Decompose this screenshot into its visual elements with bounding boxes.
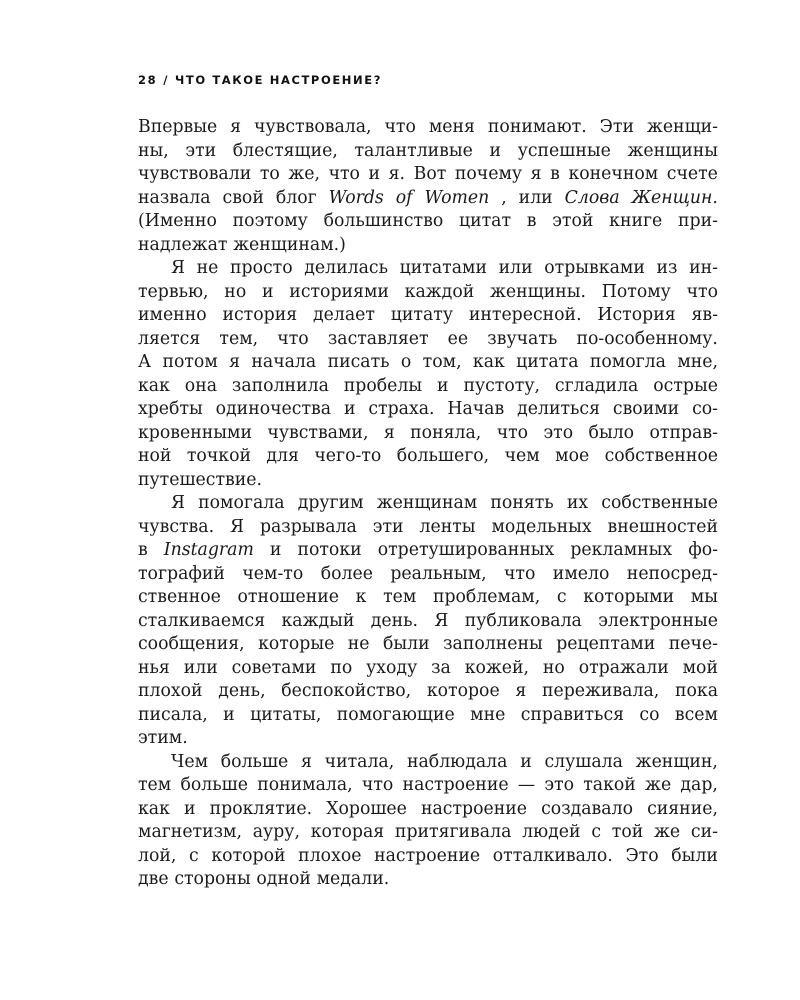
word: потом bbox=[162, 352, 218, 372]
running-head bbox=[138, 73, 382, 87]
word: в bbox=[550, 164, 560, 184]
word: ной bbox=[138, 446, 172, 466]
word: чувства. bbox=[138, 516, 215, 537]
text-line bbox=[138, 163, 718, 187]
body-text bbox=[138, 116, 718, 892]
word: женщин, bbox=[635, 751, 718, 772]
word: помогала bbox=[198, 493, 285, 513]
word: о bbox=[400, 352, 412, 372]
word: цитаты, bbox=[250, 704, 322, 725]
word: заполнила bbox=[231, 375, 329, 396]
word: и bbox=[184, 798, 196, 819]
chapter-title: ЧТО ТАКОЕ НАСТРОЕНИЕ? bbox=[175, 73, 382, 87]
word: внешностей bbox=[607, 516, 718, 537]
word: пустоту, bbox=[463, 375, 540, 396]
text-line bbox=[138, 375, 718, 399]
word: она bbox=[184, 375, 218, 396]
word: (Именно bbox=[138, 211, 217, 231]
word: их bbox=[566, 493, 589, 513]
text-line bbox=[138, 328, 718, 352]
word: си- bbox=[690, 822, 718, 842]
text-line bbox=[138, 210, 718, 234]
word: отношение bbox=[237, 587, 339, 607]
word: и bbox=[368, 164, 381, 184]
word: А bbox=[138, 352, 152, 372]
word: женщины bbox=[627, 140, 718, 161]
text-line bbox=[138, 539, 718, 563]
word: счете bbox=[666, 164, 718, 184]
word: чувствами, bbox=[267, 422, 369, 443]
word: по-особенному. bbox=[576, 328, 718, 349]
word: беспокойство, bbox=[281, 681, 412, 701]
word: просто bbox=[230, 258, 293, 278]
word: цитату bbox=[390, 305, 453, 325]
word: эти bbox=[372, 516, 404, 537]
word: другим bbox=[297, 493, 364, 513]
text-line bbox=[138, 257, 718, 281]
word: я. bbox=[388, 164, 406, 184]
word: одной bbox=[256, 869, 311, 889]
word: писала, bbox=[138, 704, 208, 725]
word: как bbox=[472, 352, 505, 372]
word: история bbox=[222, 305, 298, 325]
word: что bbox=[277, 328, 309, 349]
word: успешные bbox=[517, 140, 611, 161]
word: наблюдала bbox=[406, 751, 508, 772]
word: интересной. bbox=[468, 305, 582, 325]
word: тографий bbox=[138, 563, 225, 584]
text-line bbox=[138, 445, 718, 469]
word: я bbox=[301, 751, 312, 772]
word: Я bbox=[434, 610, 449, 631]
word: как bbox=[138, 375, 170, 396]
word: что bbox=[361, 775, 394, 795]
word: своими bbox=[612, 399, 680, 419]
word: , bbox=[501, 187, 507, 208]
word: книге bbox=[609, 211, 663, 231]
word: нья bbox=[138, 657, 170, 678]
text-line bbox=[138, 116, 718, 140]
word: мы bbox=[690, 587, 718, 607]
word: всем bbox=[674, 704, 718, 725]
word: надлежат bbox=[138, 234, 228, 255]
word: меня bbox=[428, 117, 475, 137]
text-line bbox=[138, 234, 718, 258]
text-line bbox=[138, 187, 718, 211]
word: кровенными bbox=[138, 422, 252, 443]
word: точкой bbox=[186, 446, 251, 466]
word: сообщения, bbox=[138, 634, 245, 654]
word: которые bbox=[258, 634, 335, 654]
text-line bbox=[138, 633, 718, 657]
word: звучать bbox=[487, 328, 558, 349]
word: что bbox=[686, 281, 718, 302]
word: каждой bbox=[404, 281, 475, 302]
word: Впервые bbox=[138, 117, 218, 137]
word: ны, bbox=[138, 140, 169, 161]
word: делиться bbox=[517, 399, 601, 419]
word: советами bbox=[231, 657, 317, 678]
word: лой, bbox=[138, 845, 177, 866]
word: помогла bbox=[589, 352, 666, 372]
word: плохой bbox=[138, 681, 203, 701]
word: Я bbox=[171, 258, 185, 278]
word: я bbox=[229, 352, 241, 372]
word: эти bbox=[185, 140, 217, 161]
word: Эти bbox=[599, 117, 634, 137]
word: что bbox=[496, 422, 529, 443]
word: рекламных bbox=[570, 540, 673, 560]
word: переживала, bbox=[542, 681, 660, 701]
word: блестящие, bbox=[232, 140, 338, 161]
word: том, bbox=[422, 352, 462, 372]
word: понимают. bbox=[487, 117, 587, 137]
word: притягивала bbox=[394, 822, 512, 842]
text-line bbox=[138, 586, 718, 610]
italic-word: of bbox=[395, 187, 413, 208]
word: день, bbox=[218, 681, 266, 701]
word: но bbox=[542, 657, 565, 678]
word: блог bbox=[275, 187, 317, 208]
word: сияние, bbox=[647, 798, 718, 819]
word: медали. bbox=[316, 869, 390, 889]
word: женщинам.) bbox=[233, 234, 346, 255]
word: и bbox=[223, 704, 235, 725]
word: отрывками bbox=[544, 258, 645, 278]
word: настроение bbox=[402, 775, 509, 795]
text-line bbox=[138, 798, 718, 822]
word: тем, bbox=[219, 328, 259, 349]
text-line bbox=[138, 304, 718, 328]
word: поэтому bbox=[232, 211, 308, 231]
text-line bbox=[138, 774, 718, 798]
word: Это bbox=[625, 845, 659, 866]
word: ляется bbox=[138, 328, 201, 349]
text-line bbox=[138, 610, 718, 634]
word: острые bbox=[653, 375, 718, 396]
word: чем-то bbox=[242, 563, 304, 584]
word: что bbox=[328, 164, 360, 184]
word: не bbox=[347, 634, 370, 654]
word: отретушированных bbox=[377, 540, 555, 560]
word: мой bbox=[682, 657, 718, 678]
word: плохое bbox=[298, 845, 362, 866]
word: большего, bbox=[396, 446, 490, 466]
word: за bbox=[431, 657, 451, 678]
italic-word: Words bbox=[328, 187, 384, 208]
word: при- bbox=[678, 211, 718, 231]
text-line bbox=[138, 657, 718, 681]
word: читала, bbox=[324, 751, 395, 772]
word: талантливые bbox=[354, 140, 473, 161]
word: История bbox=[597, 305, 676, 325]
text-line bbox=[138, 680, 718, 704]
word: я bbox=[383, 422, 395, 443]
word: было bbox=[588, 422, 635, 443]
word: настроение bbox=[374, 845, 481, 866]
word: непосред- bbox=[626, 563, 718, 584]
italic-word: Женщин. bbox=[631, 187, 718, 208]
word: женщинам bbox=[376, 493, 478, 513]
word: в bbox=[138, 540, 148, 560]
word: я bbox=[530, 164, 542, 184]
word: со bbox=[639, 704, 660, 725]
word: сталкиваемся bbox=[138, 610, 266, 631]
word: фо- bbox=[688, 540, 718, 560]
word: с bbox=[591, 822, 602, 842]
word: пече- bbox=[668, 634, 718, 654]
text-line bbox=[138, 727, 718, 751]
word: модельных bbox=[491, 516, 592, 537]
word: и bbox=[489, 140, 502, 161]
text-line bbox=[138, 704, 718, 728]
word: назвала bbox=[138, 187, 211, 208]
word: сгладила bbox=[554, 375, 639, 396]
word: или bbox=[518, 187, 553, 208]
word: в bbox=[526, 211, 537, 231]
word: и bbox=[520, 751, 532, 772]
word: цитат bbox=[458, 211, 512, 231]
word: слушала bbox=[544, 751, 623, 772]
word: имело bbox=[552, 563, 610, 584]
word: ин- bbox=[689, 258, 718, 278]
word: чувствовала, bbox=[254, 117, 372, 137]
word: две bbox=[138, 869, 169, 889]
word: с bbox=[556, 587, 567, 607]
word: проклятие. bbox=[209, 798, 313, 819]
word: день. bbox=[370, 610, 419, 631]
word: со- bbox=[692, 399, 718, 419]
word: мое bbox=[555, 446, 590, 466]
word: цитата bbox=[516, 352, 579, 372]
word: это bbox=[543, 422, 574, 443]
word: создавало bbox=[541, 798, 633, 819]
text-line bbox=[138, 563, 718, 587]
word: страха. bbox=[368, 399, 435, 419]
text-line bbox=[138, 492, 718, 516]
word: собственные bbox=[601, 493, 718, 513]
word: которой bbox=[211, 845, 286, 866]
word: делилась bbox=[304, 258, 389, 278]
word: понять bbox=[490, 493, 554, 513]
word: то bbox=[259, 164, 280, 184]
word: чем bbox=[504, 446, 540, 466]
word: этой bbox=[552, 211, 594, 231]
word: пока bbox=[674, 681, 718, 701]
word: женщины. bbox=[490, 281, 587, 302]
word: больше bbox=[180, 775, 248, 795]
word: Хорошее bbox=[326, 798, 407, 819]
word: чувствовали bbox=[138, 164, 252, 184]
word: той bbox=[611, 822, 644, 842]
text-line bbox=[138, 516, 718, 540]
word: для bbox=[266, 446, 299, 466]
word: из bbox=[656, 258, 678, 278]
word: я bbox=[230, 117, 242, 137]
word: Начав bbox=[447, 399, 505, 419]
word: людей bbox=[522, 822, 581, 842]
word: мне bbox=[470, 704, 506, 725]
word: — bbox=[517, 775, 536, 795]
word: стороны bbox=[174, 869, 251, 889]
italic-word: Instagram bbox=[163, 540, 254, 560]
word: что bbox=[503, 563, 536, 584]
word: каждый bbox=[281, 610, 355, 631]
word: и bbox=[269, 540, 282, 560]
text-line bbox=[138, 845, 718, 869]
word: которая bbox=[310, 822, 385, 842]
word: Чем bbox=[171, 751, 209, 772]
word: отталкивало. bbox=[492, 845, 613, 866]
word: заполнены bbox=[443, 634, 543, 654]
text-line bbox=[138, 398, 718, 422]
word: заставляет bbox=[327, 328, 429, 349]
text-line bbox=[138, 821, 718, 845]
word: такой bbox=[583, 775, 636, 795]
word: путешествие. bbox=[138, 469, 262, 490]
word: одиночества bbox=[215, 399, 332, 419]
word: не bbox=[196, 258, 219, 278]
word: больше bbox=[220, 751, 289, 772]
word: которыми bbox=[583, 587, 675, 607]
word: разрывала bbox=[259, 516, 357, 537]
word: же, bbox=[288, 164, 320, 184]
word: были bbox=[671, 845, 718, 866]
word: тем bbox=[383, 587, 417, 607]
word: собственное bbox=[604, 446, 718, 466]
word: реальным, bbox=[390, 563, 487, 584]
word: тервью, bbox=[138, 281, 209, 302]
word: же bbox=[645, 775, 672, 795]
word: уходу bbox=[366, 657, 418, 678]
word: настроение bbox=[420, 798, 528, 819]
word: яв- bbox=[691, 305, 718, 325]
word: проблемам, bbox=[432, 587, 541, 607]
word: более bbox=[320, 563, 373, 584]
word: хребты bbox=[138, 399, 203, 419]
word: справиться bbox=[520, 704, 625, 725]
text-line bbox=[138, 868, 718, 892]
word: дар, bbox=[680, 775, 718, 795]
word: были bbox=[383, 634, 430, 654]
word: и bbox=[343, 399, 356, 419]
word: Потому bbox=[601, 281, 671, 302]
word: или bbox=[498, 258, 533, 278]
page-number: 28 bbox=[138, 73, 158, 87]
word: пробелы bbox=[343, 375, 423, 396]
word: которое bbox=[426, 681, 500, 701]
word: отправ- bbox=[649, 422, 718, 443]
word: но bbox=[224, 281, 247, 302]
word: кожей, bbox=[464, 657, 530, 678]
text-line bbox=[138, 469, 718, 493]
word: делает bbox=[312, 305, 375, 325]
word: тем bbox=[138, 775, 172, 795]
text-line bbox=[138, 140, 718, 164]
word: большинство bbox=[323, 211, 444, 231]
word: по bbox=[330, 657, 353, 678]
italic-word: Слова bbox=[564, 187, 620, 208]
word: или bbox=[183, 657, 218, 678]
word: что bbox=[384, 117, 416, 137]
word: поняла, bbox=[410, 422, 482, 443]
text-line bbox=[138, 351, 718, 375]
word: публиковала bbox=[464, 610, 582, 631]
word: и bbox=[437, 375, 449, 396]
word: это bbox=[544, 775, 574, 795]
word: цитатами bbox=[399, 258, 487, 278]
word: помогающие bbox=[336, 704, 455, 725]
word: рецептами bbox=[556, 634, 656, 654]
word: Я bbox=[230, 516, 244, 537]
word: женщи- bbox=[646, 117, 718, 137]
text-line bbox=[138, 751, 718, 775]
word: магнетизм, bbox=[138, 822, 242, 842]
text-line bbox=[138, 281, 718, 305]
word: свой bbox=[222, 187, 264, 208]
word: как bbox=[138, 798, 170, 819]
word: потоки bbox=[297, 540, 362, 560]
word: Я bbox=[171, 493, 185, 513]
word: этим. bbox=[138, 728, 188, 748]
word: к bbox=[355, 587, 367, 607]
word: ственное bbox=[138, 587, 221, 607]
word: понимала, bbox=[257, 775, 353, 795]
word: чего-то bbox=[314, 446, 382, 466]
word: электронные bbox=[598, 610, 718, 631]
word: и bbox=[262, 281, 274, 302]
word: ее bbox=[447, 328, 469, 349]
word: ленты bbox=[419, 516, 476, 537]
word: историями bbox=[289, 281, 389, 302]
text-line bbox=[138, 422, 718, 446]
word: я bbox=[515, 681, 527, 701]
word: Вот bbox=[413, 164, 447, 184]
word: ауру, bbox=[252, 822, 300, 842]
word: отражали bbox=[578, 657, 669, 678]
word: начала bbox=[251, 352, 317, 372]
word: с bbox=[189, 845, 199, 866]
word: почему bbox=[454, 164, 523, 184]
word: конечном bbox=[568, 164, 659, 184]
word: мне, bbox=[677, 352, 718, 372]
italic-word: Women bbox=[424, 187, 490, 208]
word: писать bbox=[327, 352, 390, 372]
word: же bbox=[654, 822, 681, 842]
word: именно bbox=[138, 305, 207, 325]
header-separator: / bbox=[163, 73, 170, 87]
